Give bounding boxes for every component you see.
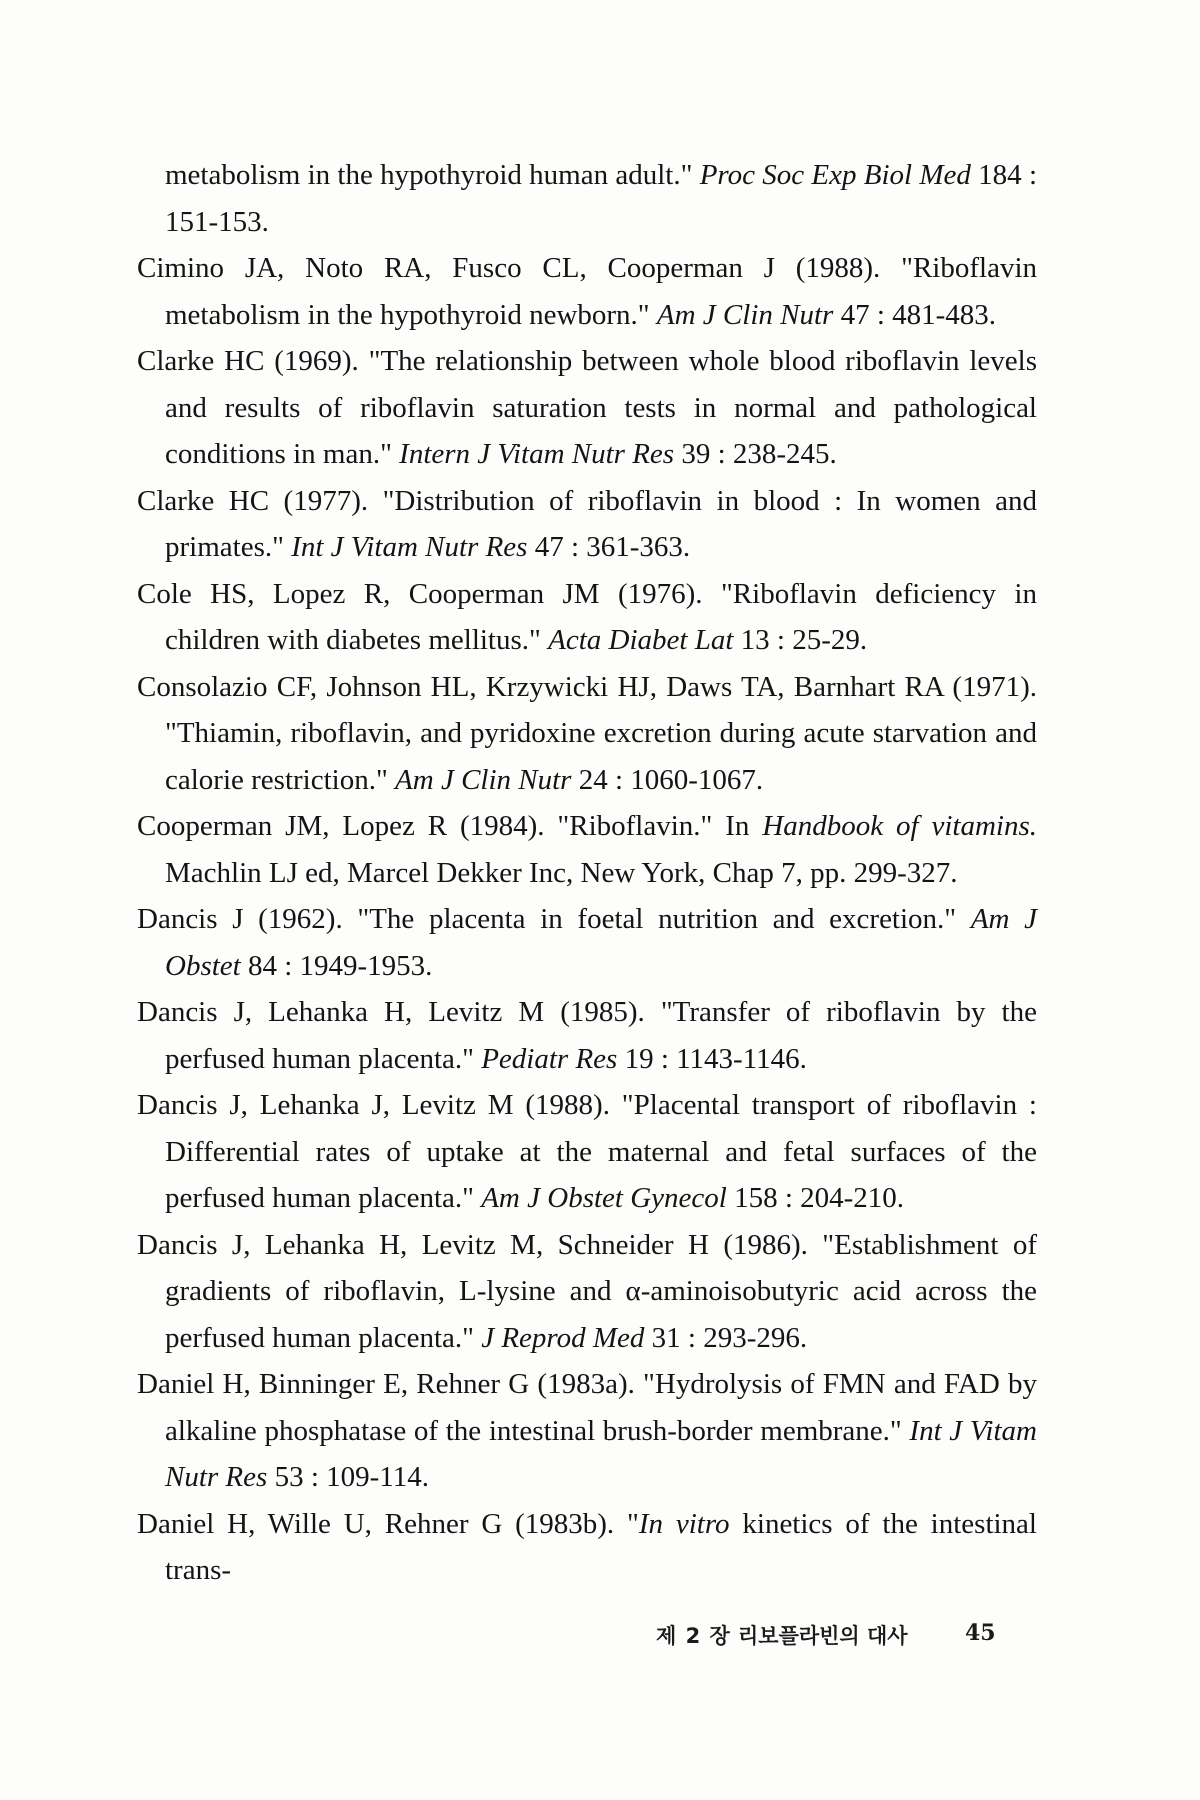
reference-entry xyxy=(137,152,1037,245)
reference-text: Dancis J (1962). "The placenta in foetal nutrition and excretion." xyxy=(137,903,971,935)
journal-name: Am J Clin Nutr xyxy=(395,763,572,796)
reference-citation: 84 : 1949-1953. xyxy=(240,949,433,982)
reference-entry xyxy=(137,1082,1037,1222)
reference-entry xyxy=(137,1361,1037,1501)
reference-citation: 53 : 109-114. xyxy=(267,1461,429,1493)
page-number: 45 xyxy=(965,1620,996,1646)
reference-citation: 47 : 481-483. xyxy=(833,298,997,331)
reference-entry xyxy=(137,571,1037,664)
reference-text: Cole HS, Lopez R, Cooperman JM (1976). "Riboflavin deficiency in children with diabetes mellitus." xyxy=(137,577,1037,656)
reference-entry xyxy=(137,989,1037,1082)
reference-entry xyxy=(137,896,1037,989)
reference-citation: 13 : 25-29. xyxy=(733,624,868,656)
reference-text: Clarke HC (1977). "Distribution of riboflavin in blood : In women and primates." xyxy=(137,484,1037,563)
journal-name: Am J Obstet xyxy=(165,903,1038,982)
reference-entry xyxy=(137,478,1037,571)
reference-text: Daniel H, Wille U, Rehner G (1983b). " xyxy=(137,1507,639,1540)
reference-citation: 19 : 1143-1146. xyxy=(617,1042,807,1075)
reference-text: Dancis J, Lehanka H, Levitz M, Schneider H (1986). "Establishment of gradients of riboflavin, L-lysine and α-aminoisobutyric acid across the perfused human placenta." xyxy=(137,1228,1037,1354)
reference-text: Consolazio CF, Johnson HL, Krzywicki HJ, Daws TA, Barnhart RA (1971). "Thiamin, riboflavin, and pyridoxine excretion during acute starvation and calorie restriction." xyxy=(137,670,1037,796)
reference-citation: 47 : 361-363. xyxy=(527,531,691,563)
journal-name: Acta Diabet Lat xyxy=(548,624,734,656)
journal-name: Intern J Vitam Nutr Res xyxy=(399,438,675,470)
journal-name: Handbook of vitamins. xyxy=(762,810,1037,842)
chapter-title: 리보플라빈의 대사 xyxy=(738,1624,908,1648)
reference-citation: Machlin LJ ed, Marcel Dekker Inc, New York, Chap 7, pp. 299-327. xyxy=(165,856,958,889)
reference-list xyxy=(137,152,1037,1594)
reference-citation: 31 : 293-296. xyxy=(644,1321,808,1354)
journal-name: Proc Soc Exp Biol Med xyxy=(699,159,971,191)
reference-entry xyxy=(137,1501,1037,1594)
reference-text: Dancis J, Lehanka J, Levitz M (1988). "Placental transport of riboflavin : Differential rates of uptake at the maternal and fetal surfaces of the perfused human placenta." xyxy=(137,1089,1037,1214)
reference-entry xyxy=(137,1222,1037,1362)
reference-entry xyxy=(137,338,1037,478)
reference-text: Daniel H, Binninger E, Rehner G (1983a). "Hydrolysis of FMN and FAD by alkaline phosphatase of the intestinal brush-border membrane." xyxy=(137,1368,1037,1447)
journal-name: Am J Obstet Gynecol xyxy=(481,1182,727,1214)
reference-citation: 39 : 238-245. xyxy=(674,438,837,470)
reference-citation: 158 : 204-210. xyxy=(726,1182,905,1214)
reference-citation: kinetics of the intestinal trans- xyxy=(165,1507,1037,1586)
reference-text: metabolism in the hypothyroid human adult." xyxy=(165,159,700,191)
reference-citation: 184 : 151-153. xyxy=(165,159,1038,238)
journal-name: Int J Vitam Nutr Res xyxy=(165,1414,1037,1493)
journal-name: Int J Vitam Nutr Res xyxy=(291,531,528,563)
journal-name: Pediatr Res xyxy=(481,1042,618,1075)
reference-citation: 24 : 1060-1067. xyxy=(571,763,764,796)
page-footer xyxy=(0,1620,1200,1660)
reference-entry xyxy=(137,664,1037,804)
reference-entry xyxy=(137,803,1037,896)
chapter-label: 제 2 장 xyxy=(656,1624,731,1648)
reference-text: Dancis J, Lehanka H, Levitz M (1985). "Transfer of riboflavin by the perfused human placenta." xyxy=(137,996,1037,1075)
reference-text: Cooperman JM, Lopez R (1984). "Riboflavin." In xyxy=(137,810,763,842)
journal-name: J Reprod Med xyxy=(481,1321,645,1354)
reference-text: Clarke HC (1969). "The relationship between whole blood riboflavin levels and results of riboflavin saturation tests in normal and pathological conditions in man." xyxy=(137,345,1037,470)
journal-name: Am J Clin Nutr xyxy=(656,298,834,331)
reference-text: Cimino JA, Noto RA, Fusco CL, Cooperman J (1988). "Riboflavin metabolism in the hypothyroid newborn." xyxy=(137,252,1037,331)
journal-name: In vitro xyxy=(638,1507,730,1540)
reference-entry xyxy=(137,245,1037,338)
